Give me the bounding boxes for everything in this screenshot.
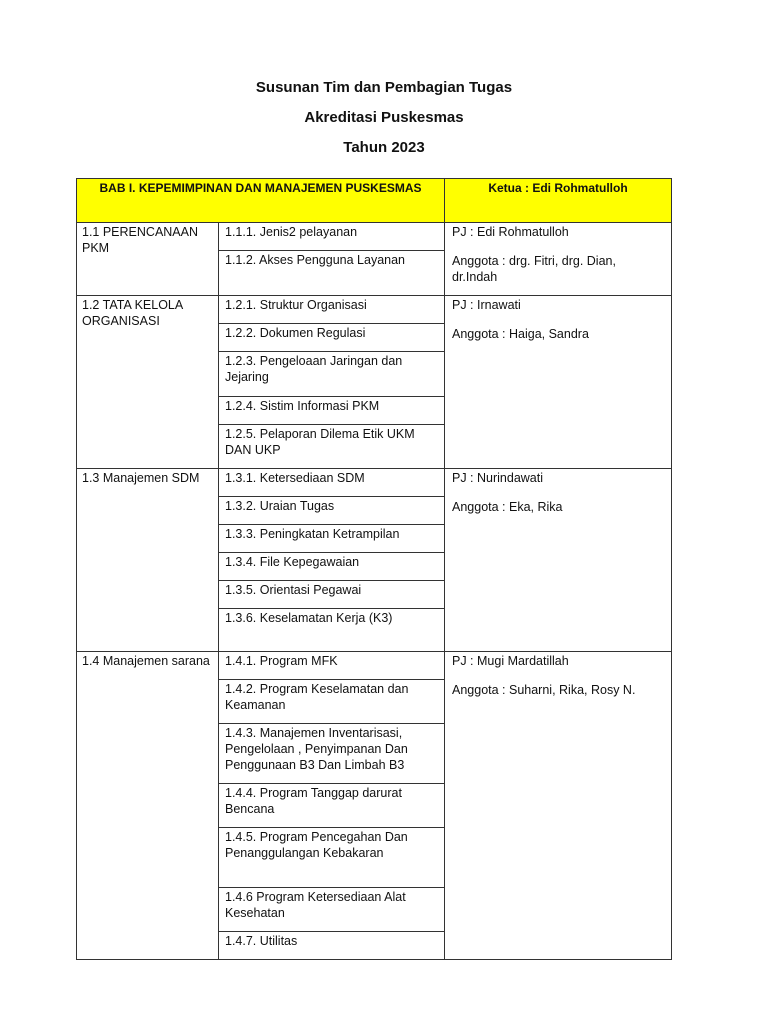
list-item: 1.2.5. Pelaporan Dilema Etik UKM DAN UKP (225, 427, 415, 457)
table-row (77, 223, 672, 296)
items-cell (219, 223, 445, 296)
list-item: 1.2.2. Dokumen Regulasi (219, 324, 444, 352)
items-cell (219, 296, 445, 469)
list-item: 1.2.1. Struktur Organisasi (219, 296, 444, 324)
title-line-2: Akreditasi Puskesmas (304, 109, 464, 126)
document-title (0, 76, 768, 166)
anggota-text: Anggota : drg. Fitri, drg. Dian, dr.Indah (452, 254, 616, 284)
table-row (77, 469, 672, 652)
list-item: 1.3.5. Orientasi Pegawai (219, 581, 444, 609)
anggota-text: Anggota : Suharni, Rika, Rosy N. (452, 683, 636, 697)
pj-text: PJ : Mugi Mardatillah (452, 654, 569, 668)
list-item: 1.4.7. Utilitas (225, 934, 298, 948)
assignee-cell (445, 652, 672, 960)
team-table (76, 178, 672, 960)
chair-header: Ketua : Edi Rohmatulloh (445, 179, 672, 223)
list-item: 1.4.2. Program Keselamatan dan Keamanan (219, 680, 444, 724)
list-item: 1.3.3. Peningkatan Ketrampilan (219, 525, 444, 553)
list-item: 1.4.4. Program Tanggap darurat Bencana (219, 784, 444, 828)
list-item: 1.2.4. Sistim Informasi PKM (219, 397, 444, 425)
list-item: 1.4.6 Program Ketersediaan Alat Kesehatan (219, 888, 444, 932)
assignee-cell (445, 296, 672, 469)
list-item: 1.3.4. File Kepegawaian (219, 553, 444, 581)
section-cell (77, 652, 219, 960)
list-item: 1.2.3. Pengeloaan Jaringan dan Jejaring (219, 352, 444, 397)
section-cell (77, 296, 219, 469)
assignee-cell (445, 223, 672, 296)
list-item: 1.4.1. Program MFK (219, 652, 444, 680)
items-cell (219, 652, 445, 960)
anggota-text: Anggota : Eka, Rika (452, 500, 563, 514)
pj-text: PJ : Nurindawati (452, 471, 544, 485)
list-item: 1.4.5. Program Pencegahan Dan Penanggulangan Kebakaran (219, 828, 444, 888)
list-item: 1.1.1. Jenis2 pelayanan (219, 223, 444, 251)
chapter-header: BAB I. KEPEMIMPINAN DAN MANAJEMEN PUSKESMAS (77, 179, 445, 223)
section-name: 1.4 Manajemen sarana (82, 654, 210, 668)
assignee-cell (445, 469, 672, 652)
table-header-row (77, 179, 672, 223)
list-item: 1.3.1. Ketersediaan SDM (219, 469, 444, 497)
section-name: 1.3 Manajemen SDM (82, 471, 200, 485)
pj-text: PJ : Edi Rohmatulloh (452, 225, 569, 239)
section-cell (77, 223, 219, 296)
section-name: 1.1 PERENCANAAN PKM (82, 225, 199, 255)
section-name: 1.2 TATA KELOLA ORGANISASI (82, 298, 183, 328)
anggota-text: Anggota : Haiga, Sandra (452, 327, 589, 341)
title-line-1: Susunan Tim dan Pembagian Tugas (255, 79, 513, 96)
table-row (77, 652, 672, 960)
table-row (77, 296, 672, 469)
list-item: 1.1.2. Akses Pengguna Layanan (225, 253, 406, 267)
section-cell (77, 469, 219, 652)
items-cell (219, 469, 445, 652)
list-item: 1.4.3. Manajemen Inventarisasi, Pengelolaan , Penyimpanan Dan Penggunaan B3 Dan Limbah B3 (219, 724, 444, 784)
list-item: 1.3.6. Keselamatan Kerja (K3) (225, 611, 393, 625)
pj-text: PJ : Irnawati (452, 298, 521, 312)
list-item: 1.3.2. Uraian Tugas (219, 497, 444, 525)
title-line-3: Tahun 2023 (343, 139, 425, 156)
